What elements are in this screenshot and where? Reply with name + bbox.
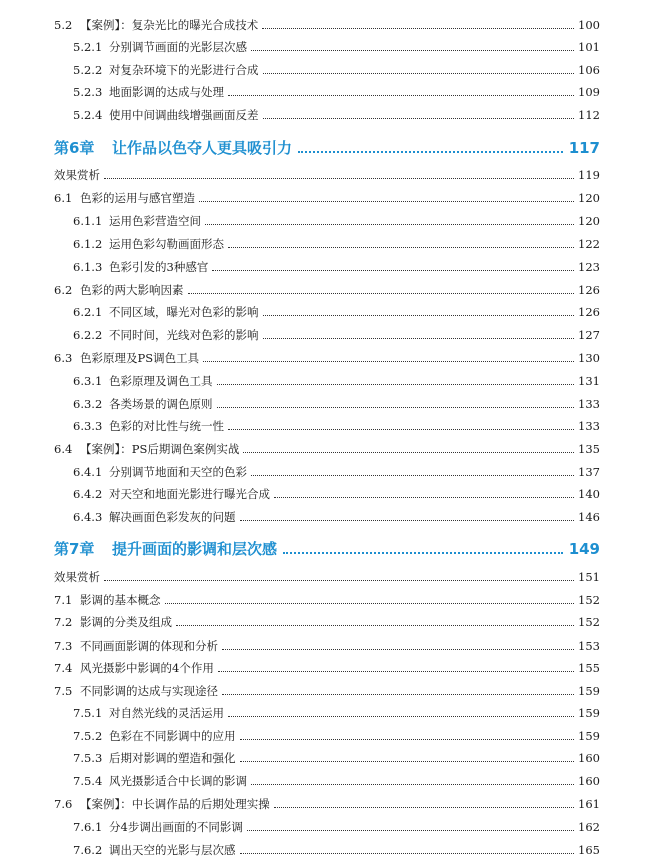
- toc-entry: [0, 774, 650, 788]
- entry-title: 对复杂环境下的光影进行合成: [109, 63, 259, 77]
- entry-number: 6.4: [54, 442, 73, 456]
- dot-leader: [240, 761, 575, 762]
- toc-entry: [0, 510, 650, 524]
- entry-title: 影调的分类及组成: [80, 615, 172, 629]
- toc-entry: [0, 465, 650, 479]
- page-number: 126: [578, 305, 600, 319]
- dot-leader: [274, 807, 574, 808]
- entry-title: 不同时间，光线对色彩的影响: [109, 328, 259, 342]
- entry-number: 6.3.3: [73, 419, 103, 433]
- toc-entry: [0, 351, 650, 365]
- entry-title: 各类场景的调色原则: [109, 397, 213, 411]
- toc-entry: [0, 487, 650, 501]
- toc-entry: [0, 593, 650, 607]
- dot-leader: [217, 384, 575, 385]
- entry-number: 7.6: [54, 797, 73, 811]
- dot-leader: [222, 694, 574, 695]
- entry-number: 6.2.1: [73, 305, 103, 319]
- page-number: 160: [578, 774, 600, 788]
- page-number: 106: [578, 63, 600, 77]
- page-number: 122: [578, 237, 600, 251]
- page-number: 126: [578, 283, 600, 297]
- page-number: 159: [578, 684, 600, 698]
- page-number: 151: [578, 570, 600, 584]
- page-number: 153: [578, 639, 600, 653]
- toc-entry: [0, 570, 650, 584]
- toc-entry: [0, 684, 650, 698]
- entry-number: 6.1.3: [73, 260, 103, 274]
- entry-title: 运用色彩营造空间: [109, 214, 201, 228]
- entry-title: 对天空和地面光影进行曝光合成: [109, 487, 270, 501]
- dot-leader: [240, 853, 575, 854]
- page-number: 123: [578, 260, 600, 274]
- page-number: 162: [578, 820, 600, 834]
- entry-number: 5.2: [54, 18, 73, 32]
- toc-entry: [0, 843, 650, 857]
- entry-title: 色彩在不同影调中的应用: [109, 729, 236, 743]
- toc-entry: [0, 305, 650, 319]
- toc-entry: [0, 214, 650, 228]
- entry-number: 5.2.1: [73, 40, 103, 54]
- toc-entry: [0, 191, 650, 205]
- dot-leader: [243, 452, 574, 453]
- dot-leader: [274, 497, 574, 498]
- entry-title: 色彩的对比性与统一性: [109, 419, 224, 433]
- dot-leader: [199, 201, 574, 202]
- dot-leader: [262, 28, 574, 29]
- entry-number: 7.5.1: [73, 706, 103, 720]
- dot-leader: [104, 178, 574, 179]
- dot-leader: [205, 224, 574, 225]
- page-number: 133: [578, 419, 600, 433]
- entry-title: 不同影调的达成与实现途径: [80, 684, 218, 698]
- entry-number: 5.2.3: [73, 85, 103, 99]
- toc-entry: [0, 40, 650, 54]
- entry-number: 7.5.3: [73, 751, 103, 765]
- entry-number: 6.4.3: [73, 510, 103, 524]
- entry-title: 效果赏析: [54, 168, 100, 182]
- entry-title: 风光摄影中影调的4个作用: [80, 661, 214, 675]
- chapter-entry: [0, 539, 650, 559]
- entry-title: 调出天空的光影与层次感: [109, 843, 236, 857]
- toc-entry: [0, 397, 650, 411]
- page-number: 117: [568, 139, 600, 157]
- entry-title: 色彩原理及PS调色工具: [80, 351, 200, 365]
- entry-number: 6.3: [54, 351, 73, 365]
- toc-entry: [0, 168, 650, 182]
- entry-number: 6.3.2: [73, 397, 103, 411]
- toc-entry: [0, 706, 650, 720]
- page-number: 161: [578, 797, 600, 811]
- entry-title: 【案例】：中长调作品的后期处理实操: [80, 797, 270, 811]
- entry-title: 地面影调的达成与处理: [109, 85, 224, 99]
- page-number: 159: [578, 729, 600, 743]
- toc-entry: [0, 615, 650, 629]
- toc-entry: [0, 729, 650, 743]
- entry-title: 分4步调出画面的不同影调: [109, 820, 243, 834]
- toc-entry: [0, 328, 650, 342]
- entry-number: 6.1.1: [73, 214, 103, 228]
- dot-leader: [251, 475, 574, 476]
- dot-leader: [217, 407, 575, 408]
- entry-title: 使用中间调曲线增强画面反差: [109, 108, 259, 122]
- page-number: 109: [578, 85, 600, 99]
- entry-title: 让作品以色夺人更具吸引力: [112, 139, 293, 157]
- entry-title: 不同画面影调的体现和分析: [80, 639, 218, 653]
- entry-title: 【案例】：PS后期调色案例实战: [80, 442, 240, 456]
- entry-title: 运用色彩勾勒画面形态: [109, 237, 224, 251]
- entry-number: 5.2.4: [73, 108, 103, 122]
- entry-number: 7.4: [54, 661, 73, 675]
- entry-number: 6.1: [54, 191, 73, 205]
- dot-leader: [240, 520, 575, 521]
- entry-number: 7.6.1: [73, 820, 103, 834]
- entry-title: 【案例】：复杂光比的曝光合成技术: [80, 18, 259, 32]
- toc-entry: [0, 661, 650, 675]
- entry-number: 第6章: [54, 139, 95, 157]
- dot-leader: [251, 784, 574, 785]
- entry-number: 5.2.2: [73, 63, 103, 77]
- page-number: 137: [578, 465, 600, 479]
- toc-entry: [0, 797, 650, 811]
- entry-number: 6.4.2: [73, 487, 103, 501]
- entry-number: 6.3.1: [73, 374, 103, 388]
- dot-leader: [247, 830, 574, 831]
- entry-number: 6.2.2: [73, 328, 103, 342]
- entry-title: 色彩的两大影响因素: [80, 283, 184, 297]
- entry-title: 分别调节画面的光影层次感: [109, 40, 247, 54]
- chapter-entry: [0, 138, 650, 158]
- toc-entry: [0, 442, 650, 456]
- toc-entry: [0, 283, 650, 297]
- toc-entry: [0, 237, 650, 251]
- dot-leader: [104, 580, 574, 581]
- toc-entry: [0, 260, 650, 274]
- entry-title: 影调的基本概念: [80, 593, 161, 607]
- toc-entry: [0, 419, 650, 433]
- entry-number: 7.2: [54, 615, 73, 629]
- entry-title: 解决画面色彩发灰的问题: [109, 510, 236, 524]
- entry-title: 色彩的运用与感官塑造: [80, 191, 195, 205]
- page-number: 160: [578, 751, 600, 765]
- page-number: 152: [578, 593, 600, 607]
- page-number: 119: [578, 168, 600, 182]
- page-number: 146: [578, 510, 600, 524]
- page-number: 140: [578, 487, 600, 501]
- entry-number: 6.2: [54, 283, 73, 297]
- dot-leader: [251, 50, 574, 51]
- toc-entry: [0, 374, 650, 388]
- entry-title: 提升画面的影调和层次感: [112, 540, 278, 558]
- dot-leader: [228, 95, 574, 96]
- dot-leader: [203, 361, 574, 362]
- page-number: 112: [578, 108, 600, 122]
- page-number: 135: [578, 442, 600, 456]
- dot-leader: [212, 270, 574, 271]
- page-number: 127: [578, 328, 600, 342]
- page-number: 130: [578, 351, 600, 365]
- entry-number: 7.3: [54, 639, 73, 653]
- dot-leader: [298, 151, 563, 153]
- page-number: 159: [578, 706, 600, 720]
- entry-title: 色彩引发的3种感官: [109, 260, 209, 274]
- dot-leader: [165, 603, 575, 604]
- page-number: 101: [578, 40, 600, 54]
- dot-leader: [240, 739, 575, 740]
- entry-title: 效果赏析: [54, 570, 100, 584]
- dot-leader: [263, 338, 575, 339]
- dot-leader: [263, 315, 575, 316]
- entry-title: 不同区域，曝光对色彩的影响: [109, 305, 259, 319]
- toc-entry: [0, 751, 650, 765]
- entry-number: 6.4.1: [73, 465, 103, 479]
- entry-number: 6.1.2: [73, 237, 103, 251]
- toc-entry: [0, 820, 650, 834]
- toc-entry: [0, 18, 650, 32]
- toc-entry: [0, 639, 650, 653]
- dot-leader: [263, 73, 575, 74]
- page-number: 131: [578, 374, 600, 388]
- dot-leader: [228, 716, 574, 717]
- entry-number: 7.6.2: [73, 843, 103, 857]
- toc-entry: [0, 85, 650, 99]
- entry-number: 7.5: [54, 684, 73, 698]
- dot-leader: [228, 247, 574, 248]
- entry-title: 对自然光线的灵活运用: [109, 706, 224, 720]
- page-number: 133: [578, 397, 600, 411]
- dot-leader: [176, 625, 574, 626]
- toc-entry: [0, 63, 650, 77]
- entry-number: 7.5.2: [73, 729, 103, 743]
- entry-title: 色彩原理及调色工具: [109, 374, 213, 388]
- page-number: 155: [578, 661, 600, 675]
- page-number: 120: [578, 214, 600, 228]
- dot-leader: [222, 649, 574, 650]
- page-number: 120: [578, 191, 600, 205]
- entry-number: 第7章: [54, 540, 95, 558]
- entry-number: 7.1: [54, 593, 73, 607]
- page-number: 152: [578, 615, 600, 629]
- page-number: 165: [578, 843, 600, 857]
- page-number: 149: [568, 540, 600, 558]
- entry-title: 后期对影调的塑造和强化: [109, 751, 236, 765]
- toc-entry: [0, 108, 650, 122]
- dot-leader: [188, 293, 575, 294]
- entry-title: 风光摄影适合中长调的影调: [109, 774, 247, 788]
- dot-leader: [228, 429, 574, 430]
- dot-leader: [218, 671, 574, 672]
- dot-leader: [283, 552, 563, 554]
- entry-title: 分别调节地面和天空的色彩: [109, 465, 247, 479]
- page-number: 100: [578, 18, 600, 32]
- dot-leader: [263, 118, 575, 119]
- entry-number: 7.5.4: [73, 774, 103, 788]
